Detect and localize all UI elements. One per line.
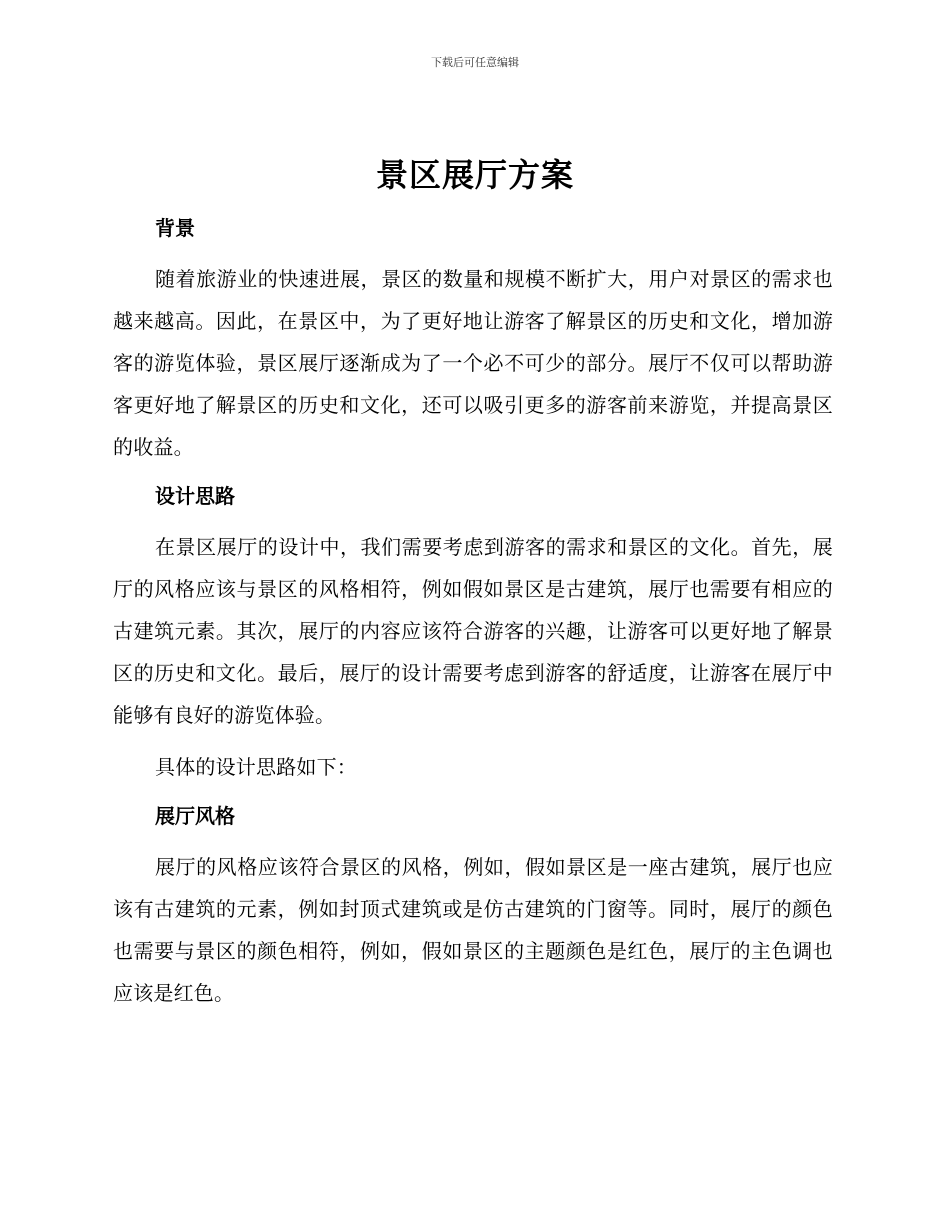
section-background	[113, 208, 833, 468]
paragraph-hall-style: 展厅的风格应该符合景区的风格，例如，假如景区是一座古建筑，展厅也应该有古建筑的元素，例如封顶式建筑或是仿古建筑的门窗等。同时，展厅的颜色也需要与景区的颜色相符，例如，假如景区的主题颜色是红色，展厅的主色调也应该是红色。	[113, 855, 833, 1005]
paragraph-design-ideas: 在景区展厅的设计中，我们需要考虑到游客的需求和景区的文化。首先，展厅的风格应该与景区的风格相符，例如假如景区是古建筑，展厅也需要有相应的古建筑元素。其次，展厅的内容应该符合游客的兴趣，让游客可以更好地了解景区的历史和文化。最后，展厅的设计需要考虑到游客的舒适度，让游客在展厅中能够有良好的游览体验。	[113, 535, 833, 727]
section-design-ideas	[113, 476, 833, 788]
document-title: 景区展厅方案	[375, 156, 574, 194]
document-body	[113, 200, 833, 1014]
paragraph-design-ideas-intro: 具体的设计思路如下：	[155, 755, 357, 779]
header-note: 下载后可任意编辑	[431, 56, 519, 69]
section-hall-style	[113, 796, 833, 1014]
paragraph-background: 随着旅游业的快速进展，景区的数量和规模不断扩大，用户对景区的需求也越来越高。因此，在景区中，为了更好地让游客了解景区的历史和文化，增加游客的游览体验，景区展厅逐渐成为了一个必不可少的部分。展厅不仅可以帮助游客更好地了解景区的历史和文化，还可以吸引更多的游客前来游览，并提高景区的收益。	[113, 267, 833, 459]
section-heading-background: 背景	[155, 216, 195, 240]
section-heading-hall-style: 展厅风格	[155, 804, 235, 828]
section-heading-design-ideas: 设计思路	[155, 484, 235, 508]
